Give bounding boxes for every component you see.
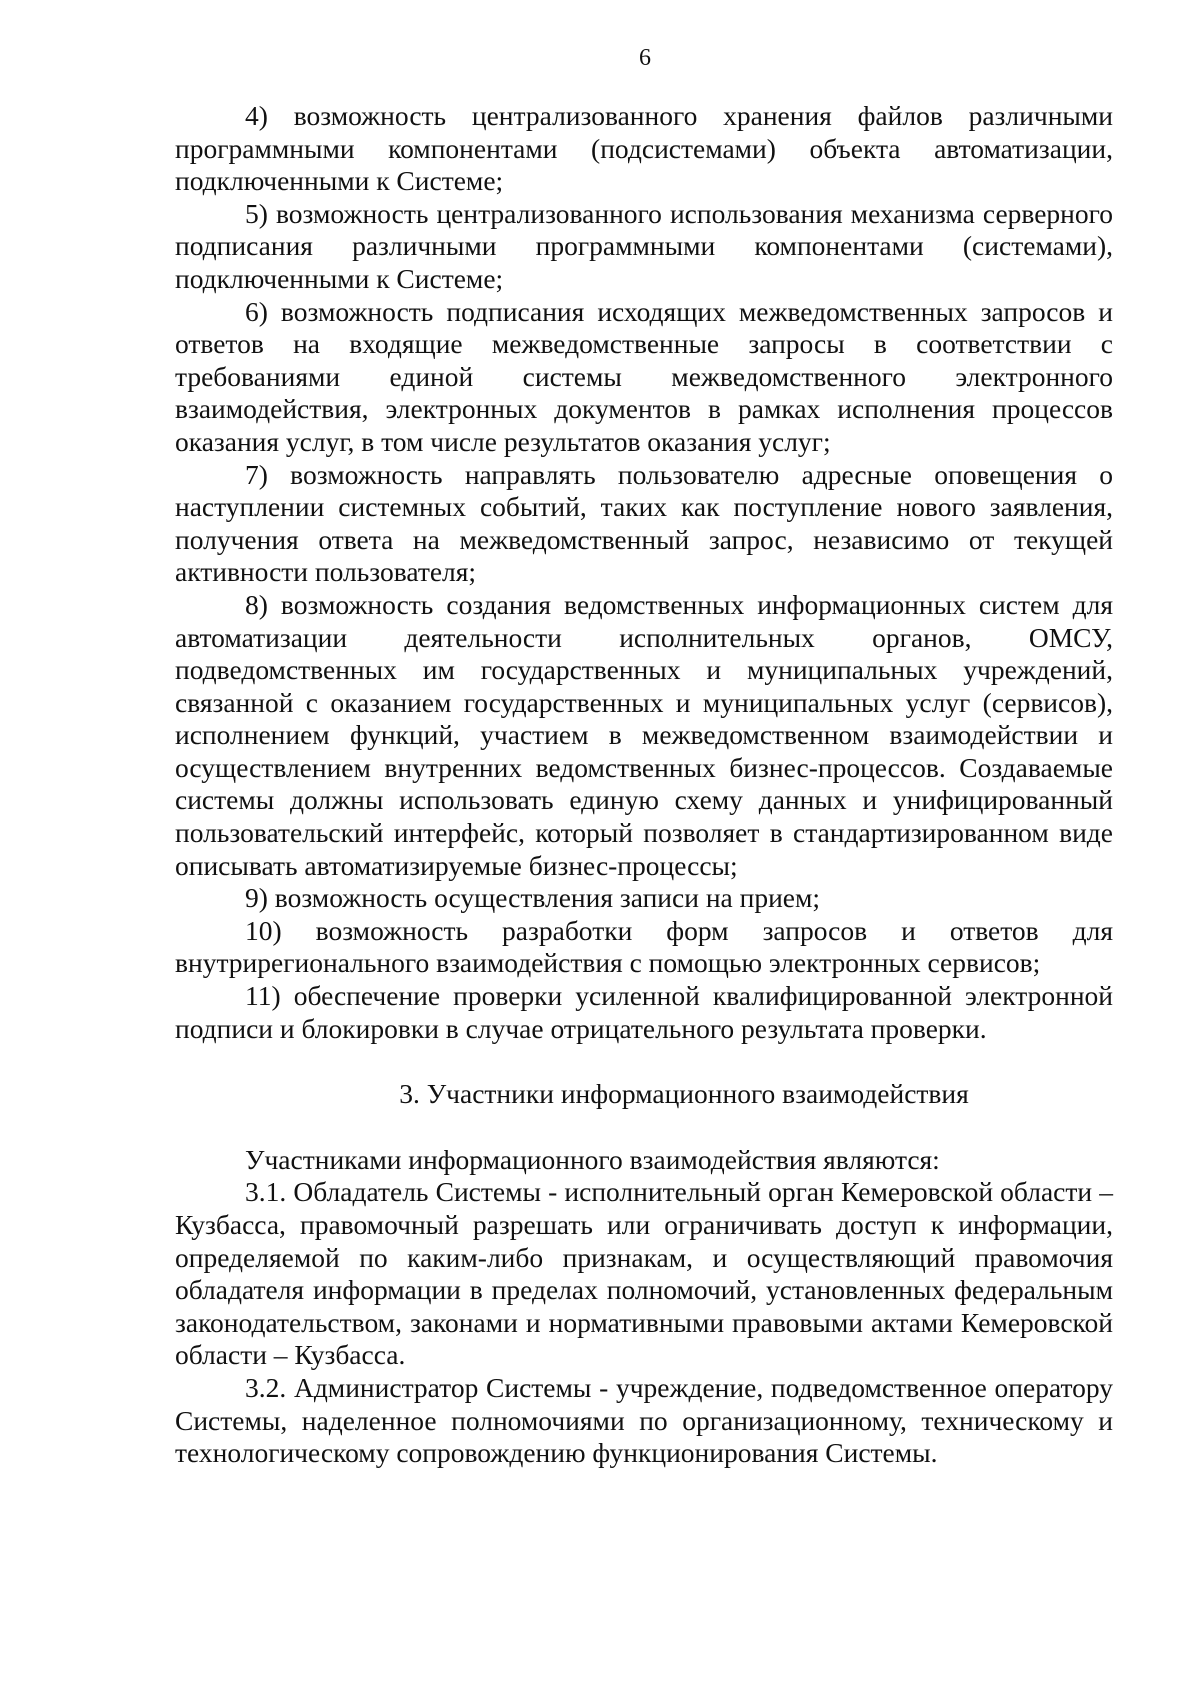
list-item-6: 6) возможность подписания исходящих межведомственных запросов и ответов на входящие межведомственные запросы в соответствии с требованиями единой системы межведомственного электронного взаимодействия, электронных документов в рамках исполнения процессов оказания услуг, в том числе результатов оказания услуг;: [175, 295, 1113, 457]
list-item-10: 10) возможность разработки форм запросов и ответов для внутрирегионального взаимодействия с помощью электронных сервисов;: [175, 914, 1113, 979]
document-body: [175, 100, 1113, 1470]
list-item-5: 5) возможность централизованного использования механизма серверного подписания различными программными компонентами (системами), подключенными к Системе;: [175, 197, 1113, 294]
list-item-9: 9) возможность осуществления записи на прием;: [245, 882, 821, 914]
list-item-7: 7) возможность направлять пользователю адресные оповещения о наступлении системных событий, таких как поступление нового заявления, получения ответа на межведомственный запрос, независимо от текущей активности пользователя;: [175, 458, 1113, 588]
section-heading: 3. Участники информационного взаимодействия: [399, 1078, 969, 1110]
section-intro: Участниками информационного взаимодействия являются:: [245, 1143, 940, 1175]
section-item-3-1: 3.1. Обладатель Системы - исполнительный орган Кемеровской области – Кузбасса, правомочный разрешать или ограничивать доступ к информации, определяемой по каким-либо признакам, и осуществляющий правомочия обладателя информации в пределах полномочий, установленных федеральным законодательством, законами и нормативными правовыми актами Кемеровской области – Кузбасса.: [175, 1176, 1113, 1371]
list-item-4: 4) возможность централизованного хранения файлов различными программными компонентами (подсистемами) объекта автоматизации, подключенными к Системе;: [175, 100, 1113, 197]
list-item-11: 11) обеспечение проверки усиленной квалифицированной электронной подписи и блокировки в случае отрицательного результата проверки.: [175, 980, 1113, 1044]
page-number: 6: [639, 45, 651, 71]
list-item-8: 8) возможность создания ведомственных информационных систем для автоматизации деятельности исполнительных органов, ОМСУ, подведомственных им государственных и муниципальных учреждений, связанной с оказанием государственных и муниципальных услуг (сервисов), исполнением функций, участием в межведомственном взаимодействии и осуществлением внутренних ведомственных бизнес-процессов. Создаваемые системы должны использовать единую схему данных и унифицированный пользовательский интерфейс, который позволяет в стандартизированном виде описывать автоматизируемые бизнес-процессы;: [175, 588, 1113, 881]
section-item-3-2: 3.2. Администратор Системы - учреждение, подведомственное оператору Системы, наделенное полномочиями по организационному, техническому и технологическому сопровождению функционирования Системы.: [175, 1371, 1113, 1469]
